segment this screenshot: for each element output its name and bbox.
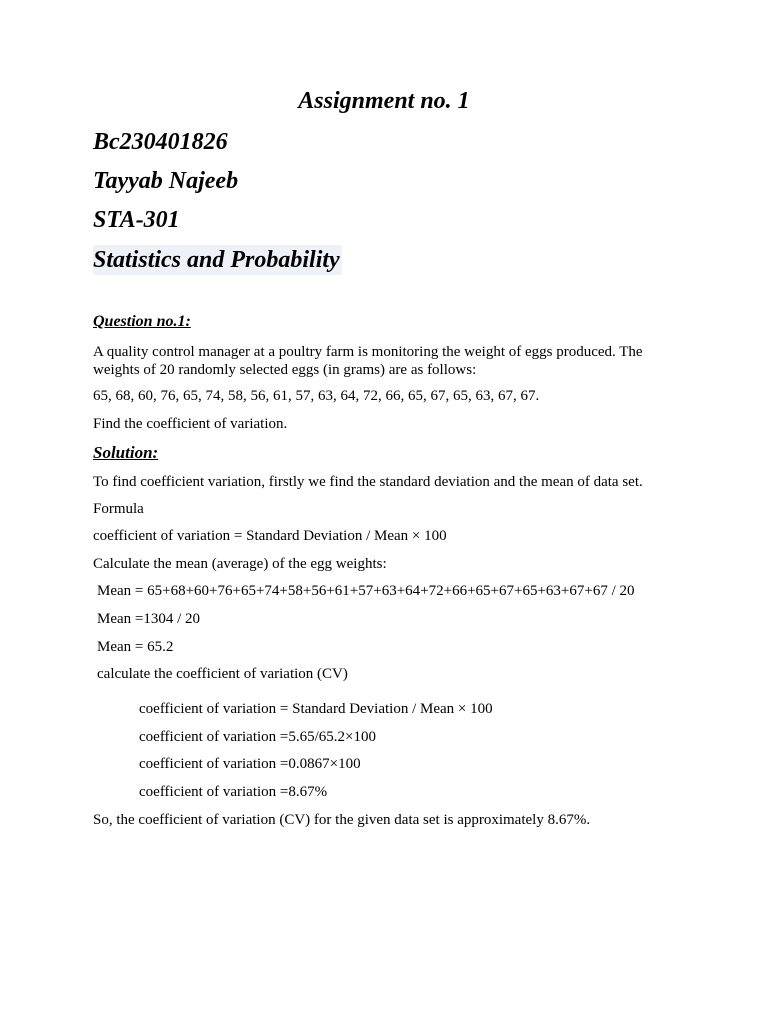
assignment-title: Assignment no. 1 [298,88,470,114]
conclusion: So, the coefficient of variation (CV) for the given data set is approximately 8.67%. [93,812,591,828]
question-intro: A quality control manager at a poultry farm is monitoring the weight of eggs produced. The weights of 20 randomly selected eggs (in grams) are as follows: [93,344,643,378]
cv-step-2: coefficient of variation =5.65/65.2×100 [139,729,376,745]
cv-step-1: coefficient of variation = Standard Deviation / Mean × 100 [139,701,493,717]
cv-intro: calculate the coefficient of variation (CV) [97,666,348,682]
solution-heading: Solution: [93,443,159,462]
course-code: STA-301 [93,207,180,233]
student-id: Bc230401826 [93,129,228,155]
student-name: Tayyab Najeeb [93,168,239,194]
mean-step-2: Mean =1304 / 20 [97,611,201,627]
solution-intro: To find coefficient variation, firstly we find the standard deviation and the mean of data set. [93,474,643,490]
cv-step-3: coefficient of variation =0.0867×100 [139,756,361,772]
question-task: Find the coefficient of variation. [93,416,288,432]
question-heading: Question no.1: [93,313,191,330]
mean-step-1: Mean = 65+68+60+76+65+74+58+56+61+57+63+64+72+66+65+67+65+63+67+67 / 20 [97,583,635,599]
formula-label: Formula [93,501,144,517]
question-data: 65, 68, 60, 76, 65, 74, 58, 56, 61, 57, 63, 64, 72, 66, 65, 67, 65, 63, 67, 67. [93,388,540,404]
formula: coefficient of variation = Standard Deviation / Mean × 100 [93,528,447,544]
mean-step-3: Mean = 65.2 [97,639,174,655]
cv-step-4: coefficient of variation =8.67% [139,784,328,800]
course-name: Statistics and Probability [93,247,340,273]
mean-intro: Calculate the mean (average) of the egg weights: [93,556,387,572]
